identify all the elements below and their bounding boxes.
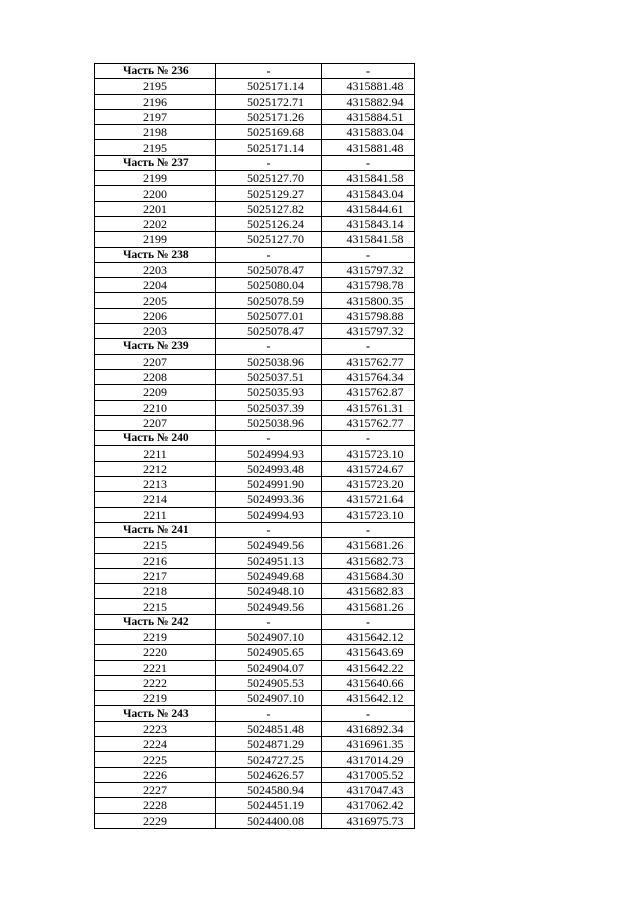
part-label: Часть № 243 bbox=[95, 706, 216, 721]
part-y-dash: - bbox=[322, 706, 415, 721]
coordinate-y: 4315764.34 bbox=[322, 369, 415, 384]
part-x-dash: - bbox=[216, 155, 322, 170]
table-row bbox=[95, 507, 415, 522]
coordinate-y: 4315797.32 bbox=[322, 262, 415, 277]
coordinates-table bbox=[94, 63, 415, 829]
coordinate-x: 5024580.94 bbox=[216, 782, 322, 797]
part-y-dash: - bbox=[322, 614, 415, 629]
point-number: 2195 bbox=[95, 79, 216, 94]
coordinate-y: 4315762.77 bbox=[322, 415, 415, 430]
part-header-row bbox=[95, 339, 415, 354]
coordinate-y: 4315640.66 bbox=[322, 675, 415, 690]
coordinate-x: 5024626.57 bbox=[216, 767, 322, 782]
coordinate-x: 5024994.93 bbox=[216, 507, 322, 522]
coordinate-y: 4315841.58 bbox=[322, 232, 415, 247]
point-number: 2225 bbox=[95, 752, 216, 767]
table-row bbox=[95, 645, 415, 660]
coordinate-x: 5024907.10 bbox=[216, 629, 322, 644]
part-x-dash: - bbox=[216, 522, 322, 537]
coordinate-x: 5025078.59 bbox=[216, 293, 322, 308]
point-number: 2211 bbox=[95, 507, 216, 522]
table-row bbox=[95, 278, 415, 293]
point-number: 2206 bbox=[95, 308, 216, 323]
part-header-row bbox=[95, 247, 415, 262]
coordinate-x: 5025171.26 bbox=[216, 109, 322, 124]
part-label: Часть № 236 bbox=[95, 64, 216, 79]
coordinate-y: 4317014.29 bbox=[322, 752, 415, 767]
coordinate-x: 5024400.08 bbox=[216, 813, 322, 828]
coordinate-y: 4317005.52 bbox=[322, 767, 415, 782]
point-number: 2215 bbox=[95, 538, 216, 553]
part-y-dash: - bbox=[322, 522, 415, 537]
point-number: 2198 bbox=[95, 125, 216, 140]
coordinate-y: 4315883.04 bbox=[322, 125, 415, 140]
point-number: 2221 bbox=[95, 660, 216, 675]
table-row bbox=[95, 752, 415, 767]
coordinate-x: 5025129.27 bbox=[216, 186, 322, 201]
table-row bbox=[95, 400, 415, 415]
part-y-dash: - bbox=[322, 247, 415, 262]
point-number: 2209 bbox=[95, 385, 216, 400]
point-number: 2213 bbox=[95, 477, 216, 492]
table-row bbox=[95, 94, 415, 109]
coordinate-y: 4317062.42 bbox=[322, 798, 415, 813]
coordinate-y: 4315798.78 bbox=[322, 278, 415, 293]
table-row bbox=[95, 553, 415, 568]
coordinate-x: 5024905.53 bbox=[216, 675, 322, 690]
table-row bbox=[95, 140, 415, 155]
point-number: 2216 bbox=[95, 553, 216, 568]
point-number: 2229 bbox=[95, 813, 216, 828]
coordinate-x: 5024949.56 bbox=[216, 538, 322, 553]
table-row bbox=[95, 675, 415, 690]
coordinate-y: 4316892.34 bbox=[322, 721, 415, 736]
point-number: 2201 bbox=[95, 201, 216, 216]
table-row bbox=[95, 492, 415, 507]
part-label: Часть № 242 bbox=[95, 614, 216, 629]
part-header-row bbox=[95, 522, 415, 537]
table-row bbox=[95, 568, 415, 583]
table-row bbox=[95, 171, 415, 186]
coordinate-y: 4316961.35 bbox=[322, 737, 415, 752]
coordinate-x: 5024993.36 bbox=[216, 492, 322, 507]
coordinate-y: 4315841.58 bbox=[322, 171, 415, 186]
point-number: 2219 bbox=[95, 691, 216, 706]
part-label: Часть № 237 bbox=[95, 155, 216, 170]
point-number: 2196 bbox=[95, 94, 216, 109]
point-number: 2227 bbox=[95, 782, 216, 797]
table-row bbox=[95, 813, 415, 828]
coordinate-y: 4315844.61 bbox=[322, 201, 415, 216]
part-x-dash: - bbox=[216, 614, 322, 629]
coordinate-y: 4315797.32 bbox=[322, 324, 415, 339]
point-number: 2224 bbox=[95, 737, 216, 752]
coordinate-x: 5025126.24 bbox=[216, 216, 322, 231]
part-header-row bbox=[95, 64, 415, 79]
coordinate-y: 4315682.73 bbox=[322, 553, 415, 568]
coordinate-x: 5025037.51 bbox=[216, 369, 322, 384]
coordinate-y: 4315762.77 bbox=[322, 354, 415, 369]
coordinate-y: 4315843.14 bbox=[322, 216, 415, 231]
table-row bbox=[95, 109, 415, 124]
part-header-row bbox=[95, 431, 415, 446]
point-number: 2214 bbox=[95, 492, 216, 507]
table-row bbox=[95, 201, 415, 216]
coordinate-x: 5025169.68 bbox=[216, 125, 322, 140]
coordinate-y: 4315882.94 bbox=[322, 94, 415, 109]
coordinate-y: 4315681.26 bbox=[322, 538, 415, 553]
part-y-dash: - bbox=[322, 431, 415, 446]
point-number: 2208 bbox=[95, 369, 216, 384]
coordinate-x: 5025035.93 bbox=[216, 385, 322, 400]
part-label: Часть № 238 bbox=[95, 247, 216, 262]
coordinate-x: 5025038.96 bbox=[216, 354, 322, 369]
point-number: 2210 bbox=[95, 400, 216, 415]
part-header-row bbox=[95, 706, 415, 721]
point-number: 2212 bbox=[95, 461, 216, 476]
coordinates-table-body bbox=[95, 64, 415, 829]
coordinate-x: 5025038.96 bbox=[216, 415, 322, 430]
coordinate-x: 5025080.04 bbox=[216, 278, 322, 293]
coordinate-y: 4315843.04 bbox=[322, 186, 415, 201]
point-number: 2197 bbox=[95, 109, 216, 124]
coordinate-x: 5025127.70 bbox=[216, 171, 322, 186]
part-label: Часть № 240 bbox=[95, 431, 216, 446]
point-number: 2215 bbox=[95, 599, 216, 614]
part-x-dash: - bbox=[216, 339, 322, 354]
table-row bbox=[95, 354, 415, 369]
table-row bbox=[95, 461, 415, 476]
coordinate-x: 5024994.93 bbox=[216, 446, 322, 461]
point-number: 2200 bbox=[95, 186, 216, 201]
coordinate-y: 4315724.67 bbox=[322, 461, 415, 476]
coordinate-y: 4315723.20 bbox=[322, 477, 415, 492]
coordinate-y: 4315642.22 bbox=[322, 660, 415, 675]
part-x-dash: - bbox=[216, 64, 322, 79]
point-number: 2195 bbox=[95, 140, 216, 155]
coordinate-y: 4315721.64 bbox=[322, 492, 415, 507]
part-header-row bbox=[95, 614, 415, 629]
table-row bbox=[95, 691, 415, 706]
coordinate-x: 5024907.10 bbox=[216, 691, 322, 706]
table-row bbox=[95, 232, 415, 247]
coordinate-y: 4315642.12 bbox=[322, 691, 415, 706]
point-number: 2218 bbox=[95, 584, 216, 599]
part-label: Часть № 241 bbox=[95, 522, 216, 537]
table-row bbox=[95, 446, 415, 461]
table-row bbox=[95, 767, 415, 782]
part-x-dash: - bbox=[216, 706, 322, 721]
table-row bbox=[95, 125, 415, 140]
coordinate-y: 4315642.12 bbox=[322, 629, 415, 644]
coordinate-x: 5024451.19 bbox=[216, 798, 322, 813]
point-number: 2211 bbox=[95, 446, 216, 461]
coordinate-x: 5025037.39 bbox=[216, 400, 322, 415]
part-label: Часть № 239 bbox=[95, 339, 216, 354]
coordinate-x: 5024851.48 bbox=[216, 721, 322, 736]
part-y-dash: - bbox=[322, 155, 415, 170]
coordinate-y: 4315643.69 bbox=[322, 645, 415, 660]
part-y-dash: - bbox=[322, 64, 415, 79]
table-row bbox=[95, 660, 415, 675]
point-number: 2207 bbox=[95, 415, 216, 430]
table-row bbox=[95, 721, 415, 736]
table-row bbox=[95, 599, 415, 614]
coordinate-x: 5024871.29 bbox=[216, 737, 322, 752]
coordinate-x: 5024948.10 bbox=[216, 584, 322, 599]
coordinate-y: 4317047.43 bbox=[322, 782, 415, 797]
coordinate-x: 5024949.56 bbox=[216, 599, 322, 614]
table-row bbox=[95, 308, 415, 323]
coordinate-x: 5025127.82 bbox=[216, 201, 322, 216]
point-number: 2222 bbox=[95, 675, 216, 690]
coordinate-x: 5024993.48 bbox=[216, 461, 322, 476]
table-row bbox=[95, 79, 415, 94]
part-x-dash: - bbox=[216, 431, 322, 446]
table-row bbox=[95, 262, 415, 277]
table-row bbox=[95, 798, 415, 813]
table-row bbox=[95, 477, 415, 492]
table-row bbox=[95, 324, 415, 339]
coordinate-x: 5024905.65 bbox=[216, 645, 322, 660]
coordinate-y: 4315881.48 bbox=[322, 79, 415, 94]
coordinate-x: 5025172.71 bbox=[216, 94, 322, 109]
point-number: 2203 bbox=[95, 324, 216, 339]
part-header-row bbox=[95, 155, 415, 170]
coordinate-y: 4315761.31 bbox=[322, 400, 415, 415]
point-number: 2219 bbox=[95, 629, 216, 644]
point-number: 2207 bbox=[95, 354, 216, 369]
coordinate-y: 4315723.10 bbox=[322, 446, 415, 461]
point-number: 2199 bbox=[95, 171, 216, 186]
table-row bbox=[95, 584, 415, 599]
point-number: 2202 bbox=[95, 216, 216, 231]
table-row bbox=[95, 216, 415, 231]
point-number: 2223 bbox=[95, 721, 216, 736]
coordinate-x: 5025171.14 bbox=[216, 79, 322, 94]
point-number: 2228 bbox=[95, 798, 216, 813]
point-number: 2205 bbox=[95, 293, 216, 308]
table-row bbox=[95, 186, 415, 201]
table-row bbox=[95, 782, 415, 797]
table-row bbox=[95, 629, 415, 644]
coordinate-x: 5024727.25 bbox=[216, 752, 322, 767]
table-row bbox=[95, 385, 415, 400]
table-row bbox=[95, 737, 415, 752]
coordinate-y: 4315798.88 bbox=[322, 308, 415, 323]
part-y-dash: - bbox=[322, 339, 415, 354]
coordinate-x: 5025171.14 bbox=[216, 140, 322, 155]
coordinate-y: 4315800.35 bbox=[322, 293, 415, 308]
coordinate-x: 5024949.68 bbox=[216, 568, 322, 583]
coordinate-y: 4315723.10 bbox=[322, 507, 415, 522]
table-row bbox=[95, 369, 415, 384]
point-number: 2199 bbox=[95, 232, 216, 247]
coordinate-y: 4315881.48 bbox=[322, 140, 415, 155]
coordinate-y: 4315762.87 bbox=[322, 385, 415, 400]
coordinate-x: 5025078.47 bbox=[216, 324, 322, 339]
coordinate-x: 5024951.13 bbox=[216, 553, 322, 568]
table-row bbox=[95, 538, 415, 553]
coordinate-x: 5025077.01 bbox=[216, 308, 322, 323]
coordinate-y: 4315884.51 bbox=[322, 109, 415, 124]
coordinate-y: 4316975.73 bbox=[322, 813, 415, 828]
coordinate-y: 4315681.26 bbox=[322, 599, 415, 614]
coordinate-x: 5024904.07 bbox=[216, 660, 322, 675]
coordinate-x: 5024991.90 bbox=[216, 477, 322, 492]
point-number: 2203 bbox=[95, 262, 216, 277]
coordinate-x: 5025078.47 bbox=[216, 262, 322, 277]
table-row bbox=[95, 415, 415, 430]
point-number: 2217 bbox=[95, 568, 216, 583]
coordinate-x: 5025127.70 bbox=[216, 232, 322, 247]
part-x-dash: - bbox=[216, 247, 322, 262]
point-number: 2220 bbox=[95, 645, 216, 660]
point-number: 2226 bbox=[95, 767, 216, 782]
table-row bbox=[95, 293, 415, 308]
point-number: 2204 bbox=[95, 278, 216, 293]
coordinate-y: 4315684.30 bbox=[322, 568, 415, 583]
coordinate-y: 4315682.83 bbox=[322, 584, 415, 599]
